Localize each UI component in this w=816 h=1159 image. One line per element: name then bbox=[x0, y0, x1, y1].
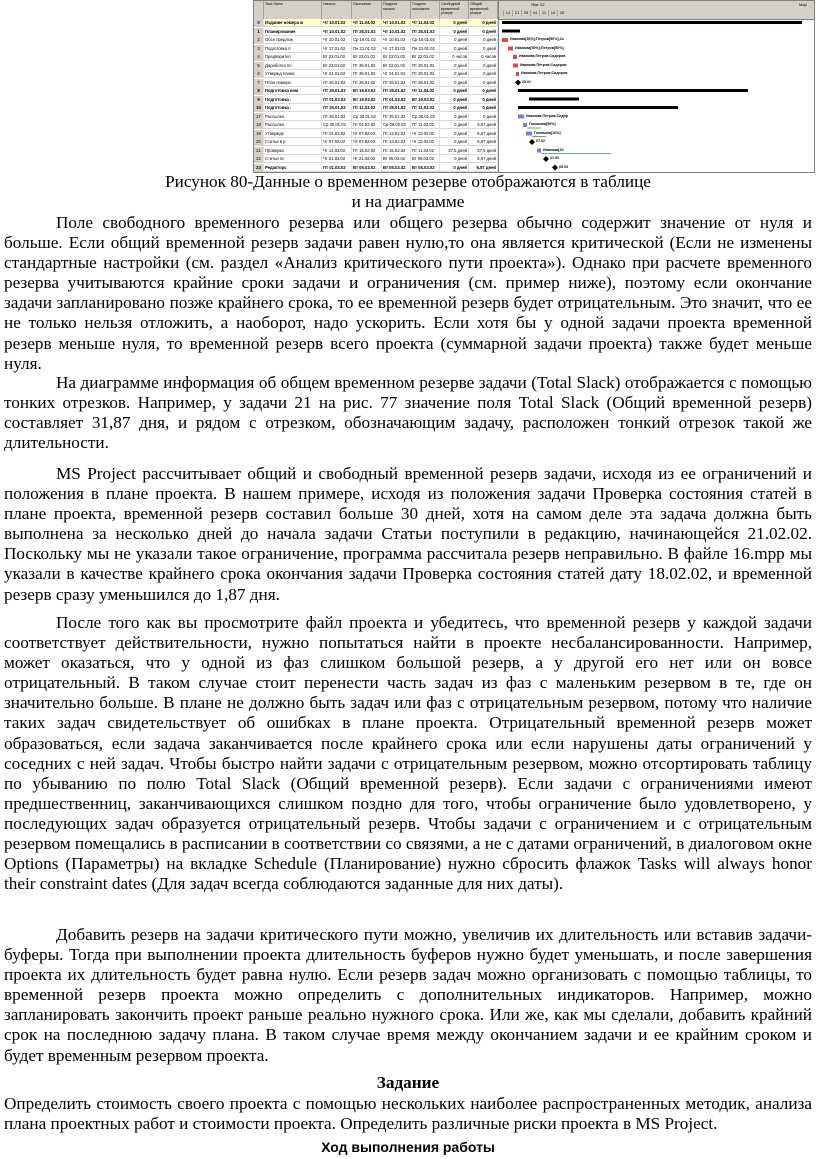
task-cell-id: 5 bbox=[254, 62, 264, 70]
task-cell-fr: 0 дней bbox=[440, 96, 469, 104]
timescale-day: 28 bbox=[521, 10, 530, 16]
task-cell-tt: 0 дней bbox=[469, 19, 498, 27]
task-cell-start: Чт 21.02.02 bbox=[322, 155, 352, 163]
task-row[interactable] bbox=[254, 130, 498, 138]
task-cell-name: Обсе предлож bbox=[264, 36, 322, 44]
task-cell-fr: 0 часов bbox=[440, 53, 469, 61]
task-cell-start: Пт 25.01.02 bbox=[322, 104, 352, 112]
task-cell-lf: Чт 11.04.02 bbox=[411, 87, 440, 95]
task-cell-finish: Пн 21.01.02 bbox=[352, 45, 382, 53]
task-cell-ls: Пт 25.01.02 bbox=[382, 113, 411, 121]
task-cell-finish: Пт 01.02.02 bbox=[352, 121, 382, 129]
task-row[interactable] bbox=[254, 53, 498, 61]
paragraph-total-slack-chart: На диаграмме информация об общем временном резерве задачи (Total Slack) отображается с помощью тонких отрезков. Например, у задачи 21 на рис. 77 значение поля Total Slack (Общий временной резерв) составляет 31,87 дня, и рядом с отрезком, обозначающим задачу, расположен тонкий отрезок такой же длительности. bbox=[4, 373, 812, 453]
task-cell-lf: Вт 05.03.02 bbox=[411, 164, 440, 172]
task-cell-tt: 0 дней bbox=[469, 79, 498, 87]
timescale-week: Мар bbox=[799, 2, 807, 7]
timescale-day: 11 bbox=[539, 10, 548, 16]
task-table-header bbox=[254, 1, 498, 20]
task-row[interactable] bbox=[254, 19, 498, 27]
bar-resource-label: Иванова;Петров;Сидоров bbox=[519, 54, 566, 58]
timescale-day: 25 bbox=[557, 10, 566, 16]
task-cell-lf: Чт 13.02.02 bbox=[411, 130, 440, 138]
bar-resource-label: Иванова;Петров;Сидоров bbox=[521, 71, 568, 75]
task-cell-start: Чт 07.02.02 bbox=[322, 138, 352, 146]
task-cell-start: Пт 25.01.02 bbox=[322, 113, 352, 121]
task-row[interactable] bbox=[254, 96, 498, 104]
task-cell-fr: 37,5 дней bbox=[440, 147, 469, 155]
paragraph-ms-project-calculation: MS Project рассчитывает общий и свободный временной резерв задачи, исходя из ее ограничений и положения в плане проекта. В нашем примере, исходя из положения задачи Проверка состояния статей в плане проекта, временной резерв составил больше 30 дней, хотя на самом деле эта задача должна быть выполнена за несколько дней до начала задачи Статьи поступили в редакцию, начинающейся 21.02.02. Поскольку мы не указали такое ограничение, программа рассчитала резерв неправильно. В файле 16.mpp мы указали в качестве крайнего срока окончания задачи Проверка состояния статей дату 18.02.02, и временной резерв сразу уменьшился до 1,87 дня. bbox=[4, 464, 812, 604]
task-cell-ls: Ср 06.02.02 bbox=[382, 121, 411, 129]
task-row[interactable] bbox=[254, 70, 498, 78]
task-cell-fr: 0 дней bbox=[440, 79, 469, 87]
milestone-marker bbox=[515, 80, 521, 86]
task-cell-tt: 6,87 дней bbox=[469, 121, 498, 129]
task-cell-ls: Пт 25.01.02 bbox=[382, 87, 411, 95]
task-bar bbox=[523, 123, 527, 127]
task-cell-start: Вт 22.01.02 bbox=[322, 62, 352, 70]
task-cell-lf: Чт 11.04.02 bbox=[411, 19, 440, 27]
task-cell-id: 6 bbox=[254, 70, 264, 78]
task-cell-name: Подготовка - bbox=[264, 96, 322, 104]
task-row[interactable] bbox=[254, 138, 498, 146]
task-cell-finish: Чт 21.02.02 bbox=[352, 155, 382, 163]
task-cell-id: 4 bbox=[254, 53, 264, 61]
task-cell-tt: 0 дней bbox=[469, 45, 498, 53]
task-cell-fr: 0 дней bbox=[440, 130, 469, 138]
task-cell-id: 18 bbox=[254, 121, 264, 129]
task-cell-ls: Пт 01.03.02 bbox=[382, 96, 411, 104]
task-cell-id: 20 bbox=[254, 138, 264, 146]
task-cell-name: Подготовка ном bbox=[264, 87, 322, 95]
task-cell-finish: Чт 07.02.02 bbox=[352, 130, 382, 138]
header-free-slack: Свободный временной резерв bbox=[440, 1, 469, 19]
task-cell-fr: 0 дней bbox=[440, 70, 469, 78]
task-cell-start: Пт 01.02.02 bbox=[322, 130, 352, 138]
bar-resource-label: 07.02 bbox=[536, 139, 545, 143]
task-cell-lf: Пт 25.01.02 bbox=[411, 28, 440, 36]
task-cell-tt: 0 дней bbox=[469, 87, 498, 95]
task-bar bbox=[537, 149, 541, 153]
task-cell-ls: Чт 10.01.02 bbox=[382, 28, 411, 36]
task-cell-ls: Пт 15.02.02 bbox=[382, 147, 411, 155]
task-cell-ls: Вт 22.01.02 bbox=[382, 62, 411, 70]
task-cell-finish: Пт 25.01.02 bbox=[352, 62, 382, 70]
task-cell-id: 23 bbox=[254, 164, 264, 172]
task-heading: Задание bbox=[376, 1073, 440, 1092]
task-cell-fr: 0 дней bbox=[440, 121, 469, 129]
task-cell-finish: Вт 19.03.02 bbox=[352, 96, 382, 104]
task-cell-id: 9 bbox=[254, 96, 264, 104]
header-late-start: Позднее начало bbox=[382, 1, 411, 19]
task-cell-ls: Чт 24.01.02 bbox=[382, 70, 411, 78]
task-cell-finish: Вт 05.03.02 bbox=[352, 164, 382, 172]
task-cell-name: Предварител bbox=[264, 53, 322, 61]
task-cell-fr: 0 дней bbox=[440, 45, 469, 53]
task-row[interactable] bbox=[254, 155, 498, 163]
task-cell-tt: 6,87 дней bbox=[469, 155, 498, 163]
timescale-day: 21 bbox=[512, 10, 521, 16]
task-cell-tt: 37,5 дней bbox=[469, 147, 498, 155]
paragraph-buffers: Добавить резерв на задачи критического пути можно, увеличив их длительность или вставив задачи-буферы. Тогда при выполнении проекта длительность буферов нужно будет уменьшать, и после завершения проекта их длительность будет равна нулю. Если резерв задач можно организовать с помощью таблицы, то временной резерв проекта можно определить с дополнительных индикаторов. Например, можно запланировать закончить проект раньше реально нужного срока. Или же, как мы сделали, добавить крайний срок на последнюю задачу плана. В таком случае время между окончанием задачи и ее крайним сроком и будет временным резервом проекта. bbox=[4, 925, 812, 1065]
task-row[interactable] bbox=[254, 104, 498, 112]
bar-resource-label: Иванова;Петров;Сидор bbox=[526, 113, 569, 118]
header-total-slack: Общий временной резерв bbox=[469, 1, 498, 19]
paragraph-slack-intro: Поле свободного временного резерва или общего резерва обычно содержит значение от нуля и больше. Если общий временной резерв задачи равен нулю,то она является критической (Если не изменены стандартные настройки (см. раздел «Анализ критического пути проекта»). Однако при расчете временного резерва учитываются крайние сроки задачи и ограничения (см. пример ниже), поэтому если окончание задачи запланировано позже крайнего срока, то ее временной резерв будет отрицательным. Это значит, что ее не только нельзя отложить, а наоборот, надо ускорить. Если хотя бы у одной задачи проекта временной резерв меньше нуля, то временной резерв всего проекта (суммарной задачи проекта) также будет меньше нуля. bbox=[4, 213, 812, 373]
task-cell-finish: Пт 11.03.02 bbox=[352, 104, 382, 112]
paragraph-imbalances: После того как вы просмотрите файл проекта и убедитесь, что временной резерв у каждой задачи соответствует действительности, нужно попытаться найти в проекте несбалансированности. Например, может оказаться, что у одной из фаз слишком большой резерв, а у другой его нет или он вовсе отрицательный. В таком случае стоит перенести часть задач из фаз с маленьким резервом в те, где он значительно больше. В плане не должно быть задач или фаз с отрицательным резервом, потому что наличие таких задач свидетельствует об ошибках в плане проекта. Отрицательный временной резерв может образоваться, если задача заканчивается после крайнего срока или если нарушены даты ограничений у соседних с ней задач. Чтобы быстро найти задачи с отрицательным резервом, можно отсортировать таблицу по убыванию по полю Total Slack (Общий временной резерв). Если задачи с ограничениями имеют предшественниц, заканчивающихся слишком поздно для того, чтобы ограничение было удовлетворено, у последующих задач образуется отрицательный резерв. Чтобы задачи с ограничением и с отрицательным резервом помещались в расписании в соответствии со связями, а не с датами ограничений, в диалоговом окне Options (Параметры) на вкладке Schedule (Планирование) нужно сбросить флажок Tasks will always honor their constraint dates (Для задач всегда соблюдаются заданные для них даты). bbox=[4, 613, 812, 894]
timescale-day: 04 bbox=[530, 10, 539, 16]
timescale-week: Янв '02 bbox=[531, 2, 545, 7]
task-cell-id: 17 bbox=[254, 113, 264, 121]
task-text: Определить стоимость своего проекта с помощью нескольких наиболее распространенных методик, анализа плана проектных работ и стоимости проекта. Определить различные риски проекта в MS Project. bbox=[4, 1094, 812, 1134]
task-cell-start: Чт 10.01.02 bbox=[322, 19, 352, 27]
task-cell-finish: Чт 07.02.02 bbox=[352, 138, 382, 146]
task-cell-finish: Пт 15.02.02 bbox=[352, 147, 382, 155]
task-cell-ls: Вт 22.01.02 bbox=[382, 53, 411, 61]
task-cell-start: Чт 10.01.02 bbox=[322, 28, 352, 36]
task-cell-finish: Ср 30.01.02 bbox=[352, 113, 382, 121]
task-row[interactable] bbox=[254, 45, 498, 53]
header-task-name: Task Name bbox=[264, 1, 322, 19]
task-bar bbox=[502, 38, 508, 42]
procedure-heading: Ход выполнения работы bbox=[321, 1139, 495, 1155]
bar-resource-label: Иванова[50%];Петров[50%];Сс bbox=[510, 37, 565, 41]
task-row[interactable] bbox=[254, 62, 498, 70]
figure-caption-line2: и на диаграмме bbox=[351, 192, 465, 211]
task-cell-start: Пт 25.01.02 bbox=[322, 87, 352, 95]
task-cell-id: 10 bbox=[254, 104, 264, 112]
task-cell-finish: Ср 16.01.02 bbox=[352, 36, 382, 44]
task-cell-ls: Пт 25.01.02 bbox=[382, 104, 411, 112]
task-cell-lf: Пт 25.01.02 bbox=[411, 62, 440, 70]
summary-bar bbox=[529, 98, 579, 101]
task-row[interactable] bbox=[254, 164, 498, 172]
task-cell-id: 2 bbox=[254, 36, 264, 44]
task-cell-lf: Ср 30.01.02 bbox=[411, 113, 440, 121]
task-cell-id: 3 bbox=[254, 45, 264, 53]
task-cell-tt: 6,87 дней bbox=[469, 130, 498, 138]
task-cell-start: Вт 22.01.02 bbox=[322, 53, 352, 61]
milestone-marker bbox=[552, 165, 558, 171]
task-cell-fr: 0 дней bbox=[440, 87, 469, 95]
task-cell-lf: Пт 11.04.02 bbox=[411, 147, 440, 155]
task-row[interactable] bbox=[254, 147, 498, 155]
task-cell-tt: 0 часов bbox=[469, 53, 498, 61]
bar-resource-label: Головина[10%] bbox=[534, 130, 561, 135]
task-cell-ls: Чт 10.01.02 bbox=[382, 36, 411, 44]
task-row[interactable] bbox=[254, 87, 498, 95]
milestone-marker bbox=[529, 139, 535, 145]
task-cell-fr: 0 дней bbox=[440, 28, 469, 36]
task-cell-tt: 0 дней bbox=[469, 96, 498, 104]
task-cell-tt: 0 дней bbox=[469, 62, 498, 70]
task-cell-fr: 0 дней bbox=[440, 19, 469, 27]
task-cell-tt: 0 дней bbox=[469, 104, 498, 112]
task-cell-tt: 0 дней bbox=[469, 36, 498, 44]
task-cell-ls: Вт 05.03.02 bbox=[382, 164, 411, 172]
task-cell-lf: Ср 16.01.02 bbox=[411, 36, 440, 44]
task-cell-lf: Вт 05.03.02 bbox=[411, 155, 440, 163]
header-id bbox=[254, 1, 264, 19]
task-cell-finish: Пт 25.01.02 bbox=[352, 28, 382, 36]
task-cell-ls: Чт 10.01.02 bbox=[382, 19, 411, 27]
task-cell-fr: 0 дней bbox=[440, 155, 469, 163]
task-cell-fr: 0 дней bbox=[440, 138, 469, 146]
bar-resource-label: Иванова;Петров;Сидоров bbox=[520, 62, 567, 67]
task-cell-lf: Пт 25.01.02 bbox=[411, 79, 440, 87]
task-cell-tt: 6,87 дней bbox=[469, 138, 498, 146]
bar-resource-label: 05.03 bbox=[559, 164, 568, 169]
task-cell-name: Утвержд плана bbox=[264, 70, 322, 78]
task-cell-name: Издание номера ж bbox=[264, 19, 322, 27]
bar-resource-label: Иванова[50%];Петров[50%] bbox=[515, 45, 564, 50]
bar-resource-label: 25.01 bbox=[522, 79, 531, 84]
header-late-finish: Позднее окончание bbox=[411, 1, 440, 19]
summary-bar bbox=[502, 30, 520, 33]
task-cell-fr: 0 дней bbox=[440, 164, 469, 172]
header-start: Начало bbox=[322, 1, 352, 19]
task-cell-fr: 0 дней bbox=[440, 113, 469, 121]
milestone-marker bbox=[543, 156, 549, 162]
task-row[interactable] bbox=[254, 113, 498, 121]
bar-resource-label: Головина[50%] bbox=[529, 122, 556, 126]
task-cell-id: 0 bbox=[254, 19, 264, 27]
task-cell-name: Рассылка bbox=[264, 113, 322, 121]
task-cell-name: Статьи пс bbox=[264, 155, 322, 163]
task-bar bbox=[513, 55, 517, 59]
task-cell-id: 1 bbox=[254, 28, 264, 36]
task-cell-lf: Вт 22.01.02 bbox=[411, 53, 440, 61]
task-cell-fr: 0 дней bbox=[440, 104, 469, 112]
task-cell-lf: Пт 25.01.02 bbox=[411, 70, 440, 78]
task-cell-ls: Пт 12.02.02 bbox=[382, 130, 411, 138]
task-cell-start: Чт 10.01.02 bbox=[322, 36, 352, 44]
bar-resource-label: Иванова[20 bbox=[543, 147, 564, 152]
task-cell-fr: 0 дней bbox=[440, 36, 469, 44]
task-cell-lf: Пн 21.01.02 bbox=[411, 45, 440, 53]
task-cell-start: Чт 14.02.02 bbox=[322, 147, 352, 155]
task-cell-finish: Чт 11.04.02 bbox=[352, 19, 382, 27]
gantt-bars bbox=[499, 1, 814, 172]
task-cell-lf: Пт 11.03.02 bbox=[411, 104, 440, 112]
task-bar bbox=[526, 132, 532, 136]
task-cell-fr: 0 дней bbox=[440, 62, 469, 70]
header-finish: Окончание bbox=[352, 1, 382, 19]
task-cell-tt: 0 дней bbox=[469, 113, 498, 121]
task-cell-name: Доработка пл bbox=[264, 62, 322, 70]
task-row[interactable] bbox=[254, 121, 498, 129]
task-bar bbox=[513, 64, 518, 68]
task-cell-start: Пт 25.01.02 bbox=[322, 79, 352, 87]
bar-resource-label: 21.02 bbox=[550, 156, 559, 160]
task-bar bbox=[516, 72, 519, 76]
timescale-day: 14 bbox=[503, 10, 512, 16]
task-cell-ls: Вт 05.03.02 bbox=[382, 155, 411, 163]
task-cell-name: Утвержде bbox=[264, 130, 322, 138]
task-cell-name: Рассылка bbox=[264, 121, 322, 129]
task-cell-start: Пт 01.03.02 bbox=[322, 164, 352, 172]
task-cell-name: Статьи в р bbox=[264, 138, 322, 146]
task-cell-tt: 0 дней bbox=[469, 28, 498, 36]
task-row[interactable] bbox=[254, 28, 498, 36]
task-cell-lf: Чт 13.02.02 bbox=[411, 138, 440, 146]
task-cell-finish: Вт 22.01.02 bbox=[352, 53, 382, 61]
task-cell-name: Подготовка - bbox=[264, 104, 322, 112]
task-cell-id: 21 bbox=[254, 147, 264, 155]
task-cell-id: 7 bbox=[254, 79, 264, 87]
task-cell-start: Чт 24.01.02 bbox=[322, 70, 352, 78]
task-cell-name: Подготовка п bbox=[264, 45, 322, 53]
task-bar bbox=[508, 47, 513, 51]
task-cell-name: План номера bbox=[264, 79, 322, 87]
task-cell-tt: 6,87 дней bbox=[469, 164, 498, 172]
task-cell-finish: Вт 19.03.02 bbox=[352, 87, 382, 95]
task-cell-id: 8 bbox=[254, 87, 264, 95]
task-cell-start: Чт 17.01.02 bbox=[322, 45, 352, 53]
task-cell-start: Пт 01.03.02 bbox=[322, 96, 352, 104]
task-cell-start: Ср 30.01.02 bbox=[322, 121, 352, 129]
task-row[interactable] bbox=[254, 79, 498, 87]
task-cell-finish: Пт 25.01.02 bbox=[352, 79, 382, 87]
summary-bar bbox=[502, 21, 802, 24]
task-cell-ls: Чт 17.01.02 bbox=[382, 45, 411, 53]
task-cell-name: Проверка bbox=[264, 147, 322, 155]
task-cell-lf: Вт 19.03.02 bbox=[411, 96, 440, 104]
task-table bbox=[254, 1, 499, 172]
task-cell-name: Редакторс bbox=[264, 164, 322, 172]
gantt-chart bbox=[499, 1, 814, 172]
task-cell-lf: Пт 11.02.02 bbox=[411, 121, 440, 129]
task-bar bbox=[518, 115, 524, 119]
task-cell-name: Планирование bbox=[264, 28, 322, 36]
figure-caption-line1: Рисунок 80-Данные о временном резерве отображаются в таблице bbox=[165, 172, 651, 191]
task-row[interactable] bbox=[254, 36, 498, 44]
gantt-figure bbox=[253, 0, 815, 173]
task-cell-finish: Пт 25.01.02 bbox=[352, 70, 382, 78]
task-cell-id: 19 bbox=[254, 130, 264, 138]
summary-bar bbox=[518, 106, 678, 109]
timescale-day: 18 bbox=[548, 10, 557, 16]
summary-bar bbox=[518, 89, 748, 92]
task-cell-id: 22 bbox=[254, 155, 264, 163]
task-cell-ls: Пт 13.02.02 bbox=[382, 138, 411, 146]
task-cell-tt: 0 дней bbox=[469, 70, 498, 78]
task-cell-ls: Пт 25.01.02 bbox=[382, 79, 411, 87]
